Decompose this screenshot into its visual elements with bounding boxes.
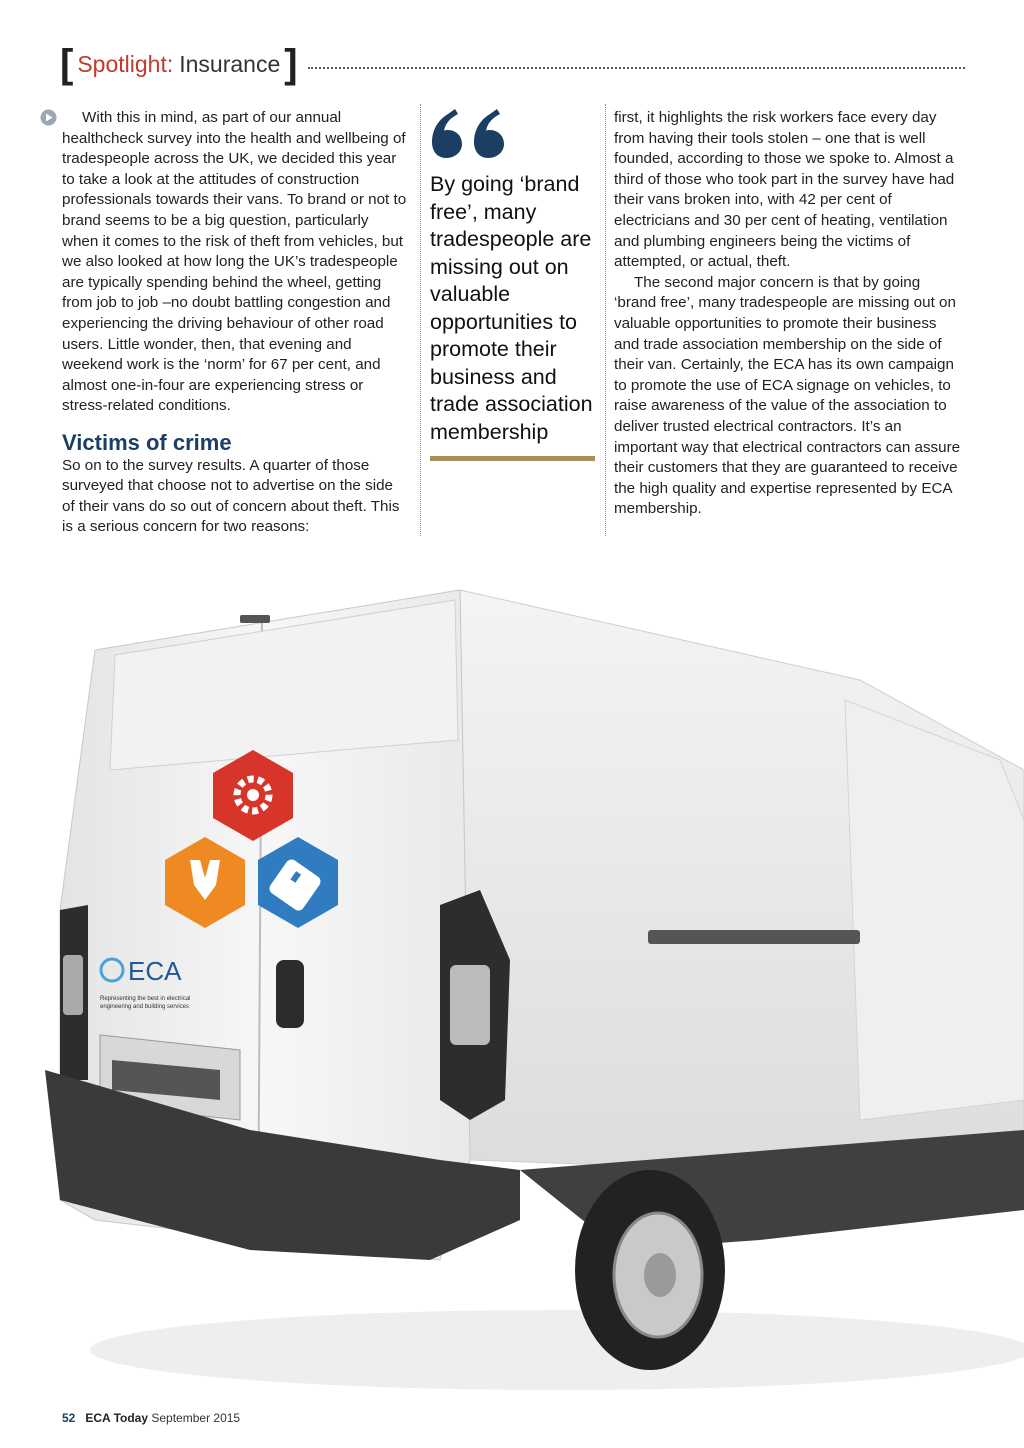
header-open-bracket: [ — [60, 42, 74, 86]
header-close-bracket: ] — [284, 42, 298, 86]
magazine-title: ECA Today — [85, 1411, 149, 1425]
page-footer — [62, 1411, 240, 1425]
page-number: 52 — [62, 1411, 76, 1425]
quote-mark-icon — [430, 106, 508, 160]
issue-date: September 2015 — [151, 1411, 241, 1425]
pull-quote-text: By going ‘brand free’, many tradespeople are missing out on valuable opportunities to promote their business and trade association membership — [430, 172, 593, 444]
continue-arrow-icon — [40, 109, 57, 126]
article-column-3 — [614, 108, 964, 520]
header-dotted-rule — [308, 67, 965, 69]
subheading: Victims of crime — [62, 429, 232, 455]
body-paragraph: first, it highlights the risk workers face every day from having their tools stolen – one that is well founded, according to those we spoke to. Almost a third of those who took part in the survey have had their vans broken into, with 42 per cent of electricians and 30 per cent of heating, ventilation and plumbing engineers being the victims of attempted, or actual, theft. — [614, 109, 955, 271]
body-paragraph: With this in mind, as part of our annual healthcheck survey into the health and wellbeing of tradespeople across the UK, we decided this year to take a look at the attitudes of construction professionals towards their vans. To brand or not to brand seems to be a big question, particularly when it comes to the risk of theft from vehicles, but we also looked at how long the UK’s tradespeople are typically spending behind the wheel, getting from job to job –no doubt battling congestion and experiencing the driving behaviour of other road users. Little wonder, then, that evening and weekend work is the ‘norm’ for 67 per cent, and almost one-in-four are experiencing stress or stress-related conditions. — [62, 109, 407, 415]
van-photo — [0, 560, 1024, 1400]
eca-logo-tagline-1: Representing the best in electrical — [100, 996, 191, 1002]
article-column-1 — [62, 108, 407, 538]
section-header — [60, 44, 965, 84]
topic-label: Insurance — [179, 50, 281, 77]
pull-quote-rule — [430, 456, 595, 461]
eca-logo-text: ECA — [128, 956, 182, 986]
eca-logo-tagline-2: engineering and building services — [100, 1004, 190, 1010]
column-divider — [420, 104, 421, 536]
column-divider — [605, 104, 606, 536]
body-paragraph: The second major concern is that by going ‘brand free’, many tradespeople are missing out on valuable opportunities to promote their business and trade association membership on the side of their van. Certainly, the ECA has its own campaign to promote the use of ECA signage on vehicles, to raise awareness of the value of the association to deliver trusted electrical contractors. It’s an important way that electrical contractors can assure their customers that they are guaranteed to receive the high quality and expertise represented by ECA membership. — [614, 273, 961, 518]
section-label: Spotlight: — [77, 50, 174, 77]
body-paragraph: So on to the survey results. A quarter of those surveyed that choose not to advertise on the side of their vans do so out of concern about theft. This is a serious concern for two reasons: — [62, 456, 400, 536]
pull-quote — [430, 106, 598, 461]
